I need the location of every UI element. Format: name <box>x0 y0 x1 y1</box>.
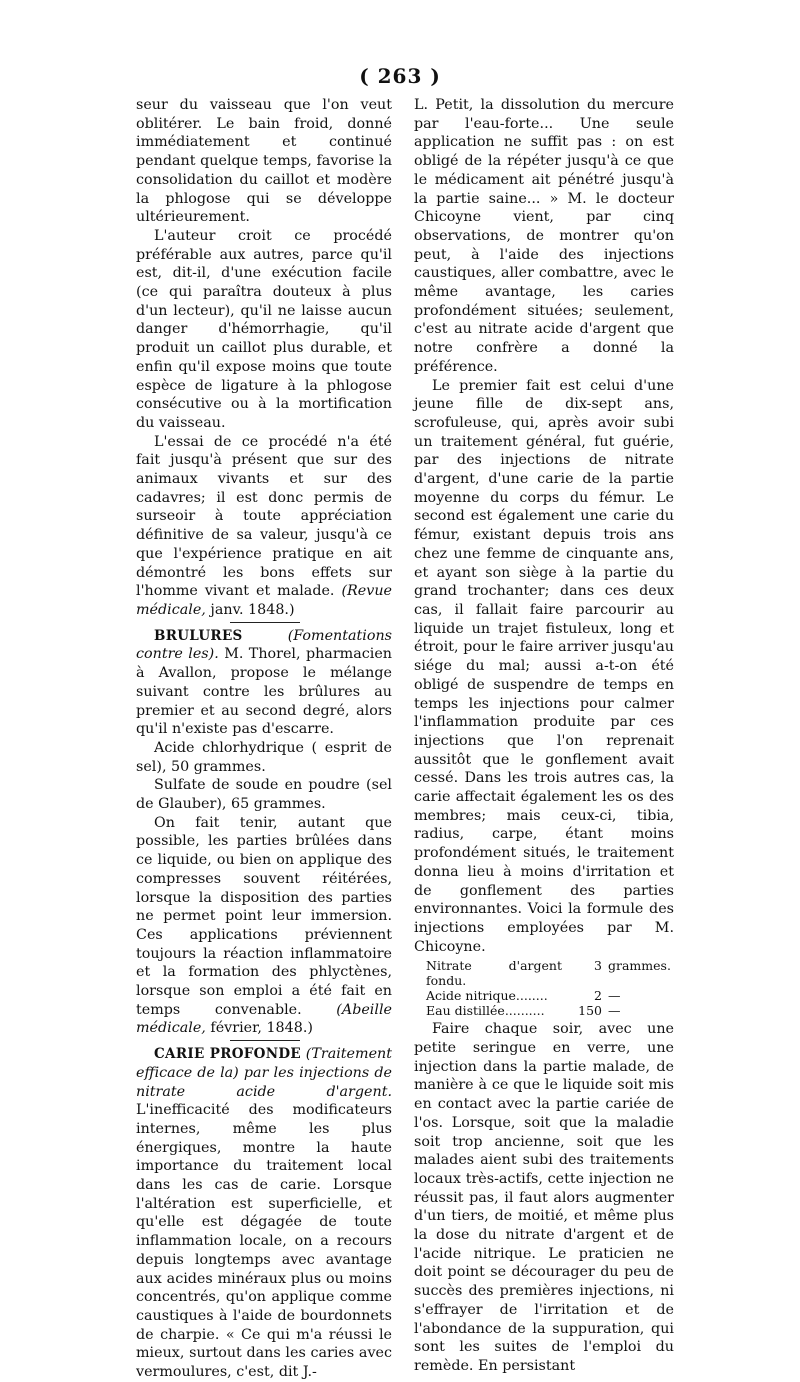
ingredient-qty: 150 <box>578 1003 602 1019</box>
article-heading: BRULURES <box>154 627 243 644</box>
article-subtitle: (Fomentations contre les). <box>136 627 392 663</box>
ingredient-unit: grammes. <box>608 958 671 974</box>
paragraph: Faire chaque soir, avec une petite seringue en verre, une injection dans la partie malade, de manière à ce que le liquide soit mis en contact avec la partie cariée de l'os. Lorsque, soit que la maladie soit trop ancienne, soit que les malades aient subi des traitements locaux très-actifs, cette injection ne réussit pas, il faut alors augmenter d'un tiers, de moitié, et même plus la dose du nitrate d'argent et de l'acide nitrique. Le praticien ne doit point se décourager du peu de succès des premières injections, ni s'effrayer de l'irritation et de l'abondance de la suppuration, qui sont les suites de l'emploi du remède. En persistant <box>414 1021 674 1374</box>
paragraph <box>136 433 392 620</box>
article-heading: CARIE PROFONDE <box>154 1046 301 1063</box>
paragraph-text: On fait tenir, autant que possible, les parties brûlées dans ce liquide, ou bien on applique des compresses souvent réitérées, lorsque la disposition des parties ne permet point leur immersion. Ces applications préviennent toujours la réaction inflammatoire et la formation des phlyctènes, lorsque son emploi a été fait en temps convenable. <box>136 814 392 1018</box>
section-divider <box>230 1040 300 1041</box>
article-carie <box>136 1045 392 1382</box>
ingredient-name: Acide nitrique........ <box>426 988 548 1004</box>
section-divider <box>230 622 300 623</box>
right-column <box>414 96 674 1376</box>
article-subtitle: (Traitement efficace de la) par les injections de nitrate acide d'argent. <box>136 1046 392 1100</box>
recipe-row <box>426 1003 674 1018</box>
page-number: ( 263 ) <box>359 64 441 88</box>
ingredient-unit: — <box>608 988 621 1004</box>
recipe-row <box>426 958 674 988</box>
ingredient-qty: 3 <box>594 958 602 974</box>
paragraph: L. Petit, la dissolution du mercure par l'eau-forte... Une seule application ne suffit pas : on est obligé de la répéter jusqu'à ce que le médicament ait pénétré jusqu'à la partie saine... » M. le docteur Chicoyne vient, par cinq observations, de montrer qu'on peut, à l'aide des injections caustiques, aller combattre, avec le même avantage, les caries profondément situées; seulement, c'est au nitrate acide d'argent que notre confrère a donné la préférence. <box>414 97 674 375</box>
paragraph-text: L'essai de ce procédé n'a été fait jusqu'à présent que sur des animaux vivants et sur des cadavres; il est donc permis de surseoir à toute appréciation définitive de sa valeur, jusqu'à ce que l'expérience pratique en ait démontré les bons effets sur l'homme vivant et malade. <box>136 433 392 600</box>
citation-date: février, 1848.) <box>210 1020 313 1037</box>
recipe-row <box>426 988 674 1003</box>
ingredient-qty: 2 <box>594 988 602 1004</box>
ingredient-unit: — <box>608 1003 621 1019</box>
ingredient-line: Sulfate de soude en poudre (sel de Glauber), 65 grammes. <box>136 777 392 813</box>
paragraph <box>136 814 392 1038</box>
article-brulures <box>136 627 392 739</box>
source-citation: (Revue médicale, <box>136 583 392 618</box>
paragraph: Le premier fait est celui d'une jeune fille de dix-sept ans, scrofuleuse, qui, après avoir subi un traitement général, fut guérie, par des injections de nitrate d'argent, d'une carie de la partie moyenne du corps du fémur. Le second est également une carie du fémur, existant depuis trois ans chez une femme de cinquante ans, et ayant son siège à la partie du grand trochanter; dans ces deux cas, il fallait faire parcourir au liquide un trajet fistuleux, long et étroit, pour le faire arriver jusqu'au siége du mal; aussi a-t-on été obligé de suspendre de temps en temps les injections pour calmer l'inflammation produite par ces injections que l'on reprenait aussitôt que le gonflement avait cessé. Dans les trois autres cas, la carie affectait également les os des membres; mais ceux-ci, tibia, radius, carpe, étant moins profondément situés, le traitement donna lieu à moins d'irritation et de gonflement des parties environnantes. Voici la formule des injections employées par M. Chicoyne. <box>414 377 674 955</box>
source-citation: (Abeille médicale, <box>136 1001 392 1037</box>
paragraph: L'auteur croit ce procédé préférable aux autres, parce qu'il est, dit-il, d'une exécution facile (ce qui paraîtra douteux à plus d'un lecteur), qu'il ne laisse aucun danger d'hémorrhagie, qu'il produit un caillot plus durable, et enfin qu'il expose moins que toute espèce de ligature à la phlogose consécutive ou à la mortification du vaisseau. <box>136 227 392 431</box>
recipe-table <box>426 958 674 1018</box>
ingredient-name: Eau distillée.......... <box>426 1003 545 1019</box>
paragraph-text: M. Thorel, pharmacien à Avallon, propose le mélange suivant contre les brûlures au premier et au second degré, alors qu'il n'existe pas d'escarre. <box>136 646 392 738</box>
left-column <box>136 96 392 1382</box>
paragraph: seur du vaisseau que l'on veut oblitérer. Le bain froid, donné immédiatement et continué pendant quelque temps, favorise la consolidation du caillot et modère la phlogose qui se développe ultérieurement. <box>136 97 392 226</box>
ingredient-line: Acide chlorhydrique ( esprit de sel), 50 grammes. <box>136 739 392 775</box>
citation-date: janv. 1848.) <box>210 601 295 618</box>
paragraph-text: L'inefficacité des modificateurs internes, même les plus énergiques, montre la haute importance du traitement local dans les cas de carie. Lorsque l'altération est superficielle, et qu'elle est dégagée de toute inflammation locale, on a recours depuis longtemps avec avantage aux acides minéraux plus ou moins concentrés, qu'on applique comme caustiques à l'aide de bourdonnets de charpie. « Ce qui m'a réussi le mieux, surtout dans les caries avec vermoulures, c'est, dit J.- <box>136 1102 392 1381</box>
ingredient-name: Nitrate d'argent fondu. <box>426 958 562 989</box>
